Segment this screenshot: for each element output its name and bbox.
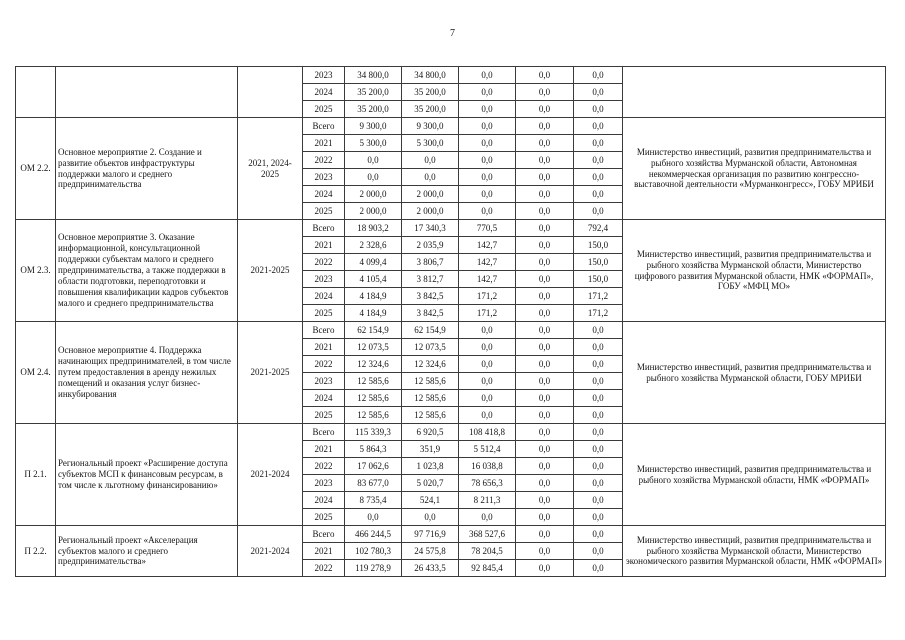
measure-code: П 2.1. bbox=[16, 424, 56, 526]
amount-total: 2 000,0 bbox=[345, 186, 402, 203]
measure-name: Региональный проект «Расширение доступа субъектов МСП к финансовым ресурсам, в том числе к льготному финансированию» bbox=[56, 424, 238, 526]
amount-total: 12 324,6 bbox=[345, 356, 402, 373]
amount-col2: 0,0 bbox=[459, 152, 516, 169]
amount-col2: 0,0 bbox=[459, 169, 516, 186]
amount-col2: 0,0 bbox=[459, 135, 516, 152]
amount-col1: 3 842,5 bbox=[402, 305, 459, 322]
year-cell: 2021 bbox=[303, 237, 345, 254]
amount-col2: 108 418,8 bbox=[459, 424, 516, 441]
amount-col2: 368 527,6 bbox=[459, 526, 516, 543]
amount-col4: 0,0 bbox=[574, 118, 623, 135]
amount-col1: 12 585,6 bbox=[402, 373, 459, 390]
amount-total: 0,0 bbox=[345, 169, 402, 186]
amount-col1: 9 300,0 bbox=[402, 118, 459, 135]
amount-col2: 142,7 bbox=[459, 237, 516, 254]
amount-total: 2 328,6 bbox=[345, 237, 402, 254]
amount-col1: 12 585,6 bbox=[402, 407, 459, 424]
amount-total: 62 154,9 bbox=[345, 322, 402, 339]
amount-total: 12 585,6 bbox=[345, 390, 402, 407]
amount-col1: 26 433,5 bbox=[402, 560, 459, 577]
amount-total: 4 184,9 bbox=[345, 288, 402, 305]
amount-col3: 0,0 bbox=[516, 356, 574, 373]
amount-col2: 78 204,5 bbox=[459, 543, 516, 560]
amount-col3: 0,0 bbox=[516, 271, 574, 288]
year-cell: 2023 bbox=[303, 169, 345, 186]
amount-col2: 8 211,3 bbox=[459, 492, 516, 509]
year-cell: 2025 bbox=[303, 509, 345, 526]
amount-total: 5 300,0 bbox=[345, 135, 402, 152]
year-cell: 2025 bbox=[303, 101, 345, 118]
amount-total: 35 200,0 bbox=[345, 101, 402, 118]
amount-col4: 0,0 bbox=[574, 203, 623, 220]
amount-col3: 0,0 bbox=[516, 509, 574, 526]
amount-col4: 0,0 bbox=[574, 135, 623, 152]
amount-col4: 0,0 bbox=[574, 560, 623, 577]
year-cell: Всего bbox=[303, 322, 345, 339]
amount-col4: 0,0 bbox=[574, 339, 623, 356]
year-cell: 2024 bbox=[303, 186, 345, 203]
amount-col4: 0,0 bbox=[574, 186, 623, 203]
amount-col2: 0,0 bbox=[459, 509, 516, 526]
amount-col2: 142,7 bbox=[459, 271, 516, 288]
amount-col2: 0,0 bbox=[459, 339, 516, 356]
measure-name: Основное мероприятие 3. Оказание информационной, консультационной поддержки субъектам малого и среднего предпринимательства, а также поддержки в области подготовки, переподготовки и повышения квалификации кадров субъектов малого и среднего предпринимательства bbox=[56, 220, 238, 322]
amount-col1: 6 920,5 bbox=[402, 424, 459, 441]
amount-col4: 792,4 bbox=[574, 220, 623, 237]
amount-total: 466 244,5 bbox=[345, 526, 402, 543]
executors: Министерство инвестиций, развития предпринимательства и рыбного хозяйства Мурманской области, Министерство экономического развития Мурманской области, НМК «ФОРМАП» bbox=[623, 526, 886, 577]
amount-col3: 0,0 bbox=[516, 492, 574, 509]
table-row bbox=[16, 220, 886, 237]
year-cell: 2021 bbox=[303, 543, 345, 560]
amount-total: 119 278,9 bbox=[345, 560, 402, 577]
implementation-period: 2021-2024 bbox=[238, 526, 303, 577]
amount-col1: 2 035,9 bbox=[402, 237, 459, 254]
amount-col3: 0,0 bbox=[516, 407, 574, 424]
amount-col4: 0,0 bbox=[574, 441, 623, 458]
year-cell: 2022 bbox=[303, 356, 345, 373]
amount-total: 12 585,6 bbox=[345, 373, 402, 390]
year-cell: 2022 bbox=[303, 458, 345, 475]
amount-total: 17 062,6 bbox=[345, 458, 402, 475]
measure-code: П 2.2. bbox=[16, 526, 56, 577]
amount-col1: 3 806,7 bbox=[402, 254, 459, 271]
amount-col3: 0,0 bbox=[516, 305, 574, 322]
amount-col4: 0,0 bbox=[574, 543, 623, 560]
amount-col1: 12 585,6 bbox=[402, 390, 459, 407]
amount-total: 0,0 bbox=[345, 509, 402, 526]
amount-col4: 0,0 bbox=[574, 424, 623, 441]
amount-col2: 770,5 bbox=[459, 220, 516, 237]
year-cell: Всего bbox=[303, 118, 345, 135]
implementation-period bbox=[238, 67, 303, 118]
amount-total: 4 184,9 bbox=[345, 305, 402, 322]
table-row bbox=[16, 67, 886, 84]
amount-total: 4 105,4 bbox=[345, 271, 402, 288]
amount-col3: 0,0 bbox=[516, 203, 574, 220]
amount-col1: 12 073,5 bbox=[402, 339, 459, 356]
measure-code: ОМ 2.3. bbox=[16, 220, 56, 322]
amount-col2: 0,0 bbox=[459, 118, 516, 135]
table-row bbox=[16, 118, 886, 135]
measure-name bbox=[56, 67, 238, 118]
amount-col1: 97 716,9 bbox=[402, 526, 459, 543]
amount-col2: 0,0 bbox=[459, 67, 516, 84]
amount-col3: 0,0 bbox=[516, 322, 574, 339]
amount-col4: 0,0 bbox=[574, 356, 623, 373]
executors: Министерство инвестиций, развития предпринимательства и рыбного хозяйства Мурманской области, Министерство цифрового развития Мурманской области, НМК «ФОРМАП», ГОБУ «МФЦ МО» bbox=[623, 220, 886, 322]
amount-col4: 0,0 bbox=[574, 322, 623, 339]
amount-total: 102 780,3 bbox=[345, 543, 402, 560]
amount-total: 35 200,0 bbox=[345, 84, 402, 101]
amount-col1: 2 000,0 bbox=[402, 186, 459, 203]
amount-col2: 92 845,4 bbox=[459, 560, 516, 577]
measure-name: Региональный проект «Акселерация субъектов малого и среднего предпринимательства» bbox=[56, 526, 238, 577]
amount-col3: 0,0 bbox=[516, 339, 574, 356]
amount-col3: 0,0 bbox=[516, 560, 574, 577]
executors: Министерство инвестиций, развития предпринимательства и рыбного хозяйства Мурманской области, ГОБУ МРИБИ bbox=[623, 322, 886, 424]
year-cell: 2021 bbox=[303, 339, 345, 356]
measure-code: ОМ 2.4. bbox=[16, 322, 56, 424]
amount-col1: 34 800,0 bbox=[402, 67, 459, 84]
amount-total: 0,0 bbox=[345, 152, 402, 169]
amount-col2: 78 656,3 bbox=[459, 475, 516, 492]
year-cell: 2023 bbox=[303, 373, 345, 390]
year-cell: 2025 bbox=[303, 407, 345, 424]
year-cell: 2023 bbox=[303, 475, 345, 492]
amount-total: 9 300,0 bbox=[345, 118, 402, 135]
amount-col4: 0,0 bbox=[574, 373, 623, 390]
amount-col2: 5 512,4 bbox=[459, 441, 516, 458]
executors bbox=[623, 67, 886, 118]
implementation-period: 2021-2024 bbox=[238, 424, 303, 526]
amount-col1: 3 812,7 bbox=[402, 271, 459, 288]
amount-col1: 3 842,5 bbox=[402, 288, 459, 305]
amount-col4: 0,0 bbox=[574, 475, 623, 492]
amount-total: 115 339,3 bbox=[345, 424, 402, 441]
amount-col3: 0,0 bbox=[516, 118, 574, 135]
amount-col4: 0,0 bbox=[574, 152, 623, 169]
amount-col1: 35 200,0 bbox=[402, 101, 459, 118]
amount-col3: 0,0 bbox=[516, 441, 574, 458]
amount-col1: 351,9 bbox=[402, 441, 459, 458]
measure-name: Основное мероприятие 2. Создание и развитие объектов инфраструктуры поддержки малого и среднего предпринимательства bbox=[56, 118, 238, 220]
amount-col3: 0,0 bbox=[516, 254, 574, 271]
amount-col1: 62 154,9 bbox=[402, 322, 459, 339]
amount-total: 4 099,4 bbox=[345, 254, 402, 271]
amount-col3: 0,0 bbox=[516, 458, 574, 475]
amount-col4: 0,0 bbox=[574, 509, 623, 526]
year-cell: 2023 bbox=[303, 67, 345, 84]
amount-col3: 0,0 bbox=[516, 169, 574, 186]
amount-col1: 12 324,6 bbox=[402, 356, 459, 373]
amount-col3: 0,0 bbox=[516, 101, 574, 118]
implementation-period: 2021-2025 bbox=[238, 322, 303, 424]
amount-col2: 0,0 bbox=[459, 203, 516, 220]
executors: Министерство инвестиций, развития предпринимательства и рыбного хозяйства Мурманской области, Автономная некоммерческая организация по развитию конгрессно-выставочной деятельности «Мурманконгресс», ГОБУ МРИБИ bbox=[623, 118, 886, 220]
amount-total: 5 864,3 bbox=[345, 441, 402, 458]
amount-col4: 150,0 bbox=[574, 254, 623, 271]
amount-col2: 0,0 bbox=[459, 390, 516, 407]
table-row bbox=[16, 322, 886, 339]
amount-col2: 0,0 bbox=[459, 322, 516, 339]
table-body bbox=[16, 67, 886, 577]
amount-col1: 524,1 bbox=[402, 492, 459, 509]
table-row bbox=[16, 424, 886, 441]
amount-col1: 5 020,7 bbox=[402, 475, 459, 492]
amount-col4: 150,0 bbox=[574, 237, 623, 254]
amount-col3: 0,0 bbox=[516, 67, 574, 84]
amount-col4: 0,0 bbox=[574, 169, 623, 186]
amount-col4: 0,0 bbox=[574, 458, 623, 475]
amount-col1: 1 023,8 bbox=[402, 458, 459, 475]
amount-col4: 0,0 bbox=[574, 407, 623, 424]
year-cell: Всего bbox=[303, 424, 345, 441]
amount-col1: 17 340,3 bbox=[402, 220, 459, 237]
amount-col4: 0,0 bbox=[574, 67, 623, 84]
amount-col2: 0,0 bbox=[459, 407, 516, 424]
year-cell: 2024 bbox=[303, 492, 345, 509]
amount-col4: 0,0 bbox=[574, 526, 623, 543]
amount-col3: 0,0 bbox=[516, 288, 574, 305]
year-cell: Всего bbox=[303, 220, 345, 237]
year-cell: 2022 bbox=[303, 254, 345, 271]
amount-total: 12 585,6 bbox=[345, 407, 402, 424]
budget-table bbox=[15, 66, 886, 577]
year-cell: 2024 bbox=[303, 288, 345, 305]
amount-col4: 0,0 bbox=[574, 492, 623, 509]
amount-col2: 0,0 bbox=[459, 84, 516, 101]
implementation-period: 2021, 2024-2025 bbox=[238, 118, 303, 220]
year-cell: 2024 bbox=[303, 390, 345, 407]
amount-col3: 0,0 bbox=[516, 84, 574, 101]
amount-col1: 0,0 bbox=[402, 152, 459, 169]
amount-col4: 150,0 bbox=[574, 271, 623, 288]
amount-col3: 0,0 bbox=[516, 186, 574, 203]
amount-col2: 0,0 bbox=[459, 101, 516, 118]
amount-col4: 171,2 bbox=[574, 305, 623, 322]
amount-col2: 171,2 bbox=[459, 288, 516, 305]
amount-col2: 0,0 bbox=[459, 186, 516, 203]
year-cell: 2021 bbox=[303, 441, 345, 458]
year-cell: 2025 bbox=[303, 305, 345, 322]
amount-col2: 171,2 bbox=[459, 305, 516, 322]
amount-col2: 0,0 bbox=[459, 356, 516, 373]
amount-col4: 0,0 bbox=[574, 390, 623, 407]
year-cell: 2022 bbox=[303, 152, 345, 169]
year-cell: 2025 bbox=[303, 203, 345, 220]
amount-col3: 0,0 bbox=[516, 220, 574, 237]
amount-col1: 24 575,8 bbox=[402, 543, 459, 560]
amount-col2: 16 038,8 bbox=[459, 458, 516, 475]
amount-col3: 0,0 bbox=[516, 237, 574, 254]
year-cell: Всего bbox=[303, 526, 345, 543]
year-cell: 2021 bbox=[303, 135, 345, 152]
year-cell: 2024 bbox=[303, 84, 345, 101]
amount-col1: 2 000,0 bbox=[402, 203, 459, 220]
measure-name: Основное мероприятие 4. Поддержка начинающих предпринимателей, в том числе путем предоставления в аренду нежилых помещений и оказания услуг бизнес-инкубирования bbox=[56, 322, 238, 424]
implementation-period: 2021-2025 bbox=[238, 220, 303, 322]
amount-total: 34 800,0 bbox=[345, 67, 402, 84]
amount-col3: 0,0 bbox=[516, 373, 574, 390]
amount-col1: 0,0 bbox=[402, 169, 459, 186]
amount-col3: 0,0 bbox=[516, 135, 574, 152]
executors: Министерство инвестиций, развития предпринимательства и рыбного хозяйства Мурманской области, НМК «ФОРМАП» bbox=[623, 424, 886, 526]
amount-col2: 142,7 bbox=[459, 254, 516, 271]
amount-total: 83 677,0 bbox=[345, 475, 402, 492]
amount-col1: 5 300,0 bbox=[402, 135, 459, 152]
amount-col1: 0,0 bbox=[402, 509, 459, 526]
year-cell: 2022 bbox=[303, 560, 345, 577]
amount-col2: 0,0 bbox=[459, 373, 516, 390]
amount-total: 12 073,5 bbox=[345, 339, 402, 356]
measure-code: ОМ 2.2. bbox=[16, 118, 56, 220]
amount-col3: 0,0 bbox=[516, 543, 574, 560]
page-number: 7 bbox=[450, 28, 455, 39]
year-cell: 2023 bbox=[303, 271, 345, 288]
amount-col3: 0,0 bbox=[516, 424, 574, 441]
amount-total: 2 000,0 bbox=[345, 203, 402, 220]
amount-col3: 0,0 bbox=[516, 152, 574, 169]
amount-col3: 0,0 bbox=[516, 390, 574, 407]
amount-col4: 0,0 bbox=[574, 101, 623, 118]
amount-total: 8 735,4 bbox=[345, 492, 402, 509]
amount-total: 18 903,2 bbox=[345, 220, 402, 237]
amount-col3: 0,0 bbox=[516, 526, 574, 543]
amount-col4: 0,0 bbox=[574, 84, 623, 101]
measure-code bbox=[16, 67, 56, 118]
amount-col4: 171,2 bbox=[574, 288, 623, 305]
amount-col3: 0,0 bbox=[516, 475, 574, 492]
amount-col1: 35 200,0 bbox=[402, 84, 459, 101]
table-row bbox=[16, 526, 886, 543]
